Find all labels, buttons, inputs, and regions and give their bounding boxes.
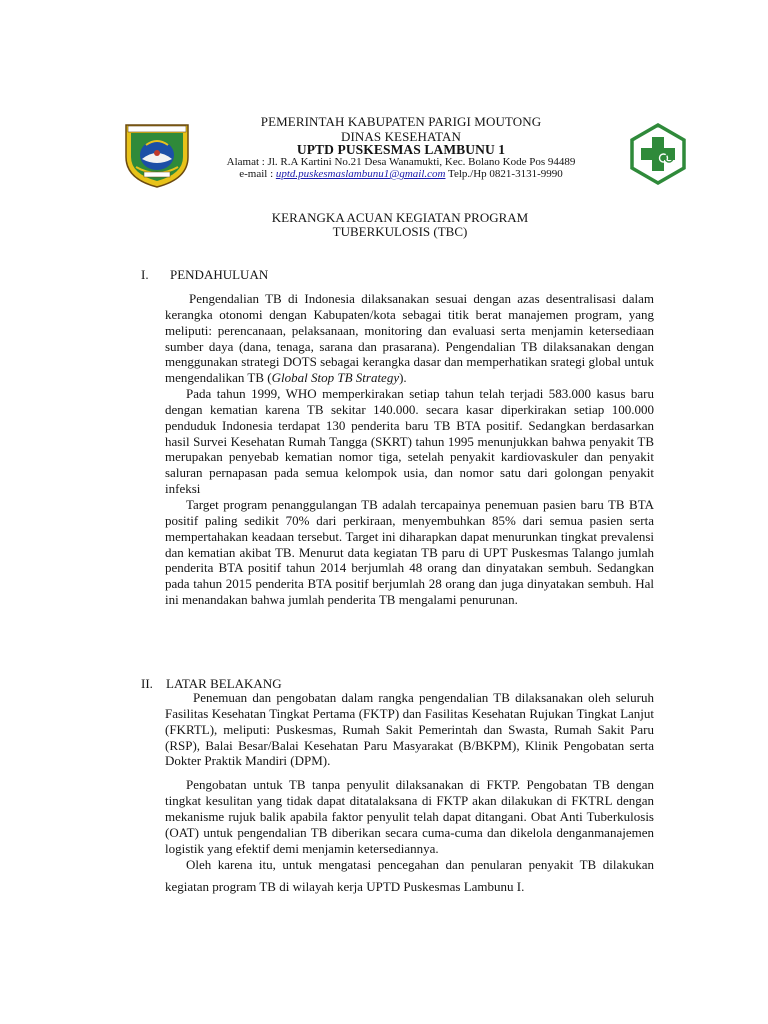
- section-1-title: PENDAHULUAN: [170, 267, 269, 282]
- header-department: DINAS KESEHATAN: [341, 129, 461, 144]
- document-subtitle: TUBERKULOSIS (TBC): [332, 224, 468, 239]
- section-1-paragraph-3: Target program penanggulangan TB adalah tercapainya penemuan pasien baru TB BTA positif paling sedikit 70% dari perkiraan, menyembuhkan 85% dari semua pasien serta mempertahakan keadaan tersebut. Target ini diharapkan dapat menurunkan tingkat prevalensi dan kematian akibat TB. Menurut data kegiatan TB paru di UPT Puskesmas Talango jumlah penderita BTA positif tahun 2014 berjumlah 48 orang dan dinyatakan sembuh. Sedangkan pada tahun 2015 penderita BTA positif berjumlah 28 orang dan juga dinyatakan sembuh. Hal ini menandakan bahwa jumlah penderita TB mengalami penurunan.: [165, 496, 654, 608]
- puskesmas-logo: [628, 123, 688, 185]
- section-1-paragraph-1: [165, 291, 654, 386]
- section-2-body: [165, 690, 654, 898]
- section-2-paragraph-3: Oleh karena itu, untuk mengatasi pencegahan dan penularan penyakit TB dilakukan kegiatan program TB di wilayah kerja UPTD Puskesmas Lambunu I.: [165, 857, 654, 895]
- document-title: KERANGKA ACUAN KEGIATAN PROGRAM: [271, 210, 529, 225]
- section-1-number: I.: [141, 267, 149, 282]
- header-puskesmas: UPTD PUSKESMAS LAMBUNU 1: [296, 142, 506, 157]
- header-government: PEMERINTAH KABUPATEN PARIGI MOUTONG: [260, 114, 542, 129]
- header-address: Alamat : Jl. R.A Kartini No.21 Desa Wanamukti, Kec. Bolano Kode Pos 94489: [226, 156, 576, 168]
- section-1-paragraph-2: Pada tahun 1999, WHO memperkirakan setiap tahun telah terjadi 583.000 kasus baru dengan kematian karena TB sekitar 140.000. secara kasar diperkirakan setiap 100.000 penduduk Indonesia terdapat 130 penderita baru TB BTA positif. Sedangkan berdasarkan hasil Survei Kesehatan Rumah Tangga (SKRT) tahun 1995 menunjukkan bahwa penyakit TB merupakan penyebab kematian nomor tiga, setelah penyakit kardiovaskuler dan penyakit saluran pernapasan pada semua kelompok usia, dan nomor satu dari golongan penyakit infeksi: [165, 386, 654, 497]
- header-contact: [195, 168, 607, 181]
- section-1-body: [165, 291, 654, 608]
- phone-text: Telp./Hp 0821-3131-9990: [445, 168, 563, 180]
- section-2-paragraph-2: Pengobatan untuk TB tanpa penyulit dilaksanakan di FKTP. Pengobatan TB dengan tingkat kesulitan yang tidak dapat ditatalaksana di FKTP akan dilakukan di FKTRL dengan mekanisme rujuk balik apabila faktor penyulit telah dapat ditangani. Obat Anti Tuberkulosis (OAT) untuk pengendalian TB diberikan secara cuma-cuma dan dikelola denganmanajemen logistik yang efektif demi menjamin ketersediannya.: [165, 777, 654, 856]
- paragraph-text: Pengendalian TB di Indonesia dilaksanakan sesuai dengan azas desentralisasi dalam kerangka otonomi dengan Kabupaten/kota sebagai titik berat manajemen program, yang meliputi: perencanaan, pelaksanaan, monitoring dan evaluasi serta menjamin ketersediaan sumber daya (dana, tenaga, sarana dan prasarana). Pengendalian TB dilaksanakan dengan menggunakan strategi DOTS sebagai kerangka dasar dan memperhatikan srategi global untuk mengendalikan TB (: [165, 291, 654, 386]
- section-2-title: LATAR BELAKANG: [166, 676, 282, 691]
- email-link[interactable]: uptd.puskesmaslambunu1@gmail.com: [275, 168, 446, 180]
- paragraph-text: ).: [399, 370, 407, 386]
- regency-logo: [122, 117, 192, 189]
- section-1-heading: [141, 267, 441, 283]
- section-2-paragraph-1: Penemuan dan pengobatan dalam rangka pengendalian TB dilaksanakan oleh seluruh Fasilitas Kesehatan Tingkat Pertama (FKTP) dan Fasilitas Kesehatan Rujukan Tingkat Lanjut (FKRTL), meliputi: Puskesmas, Rumah Sakit Pemerintah dan Swasta, Rumah Sakit Paru (RSP), Balai Besar/Balai Kesehatan Paru Masyarakat (B/BKPM), Klinik Pengobatan serta Dokter Praktik Mandiri (DPM).: [165, 690, 654, 769]
- email-label: e-mail :: [239, 168, 276, 180]
- section-2-number: II.: [141, 676, 153, 691]
- strategy-name: Global Stop TB Strategy: [271, 370, 400, 386]
